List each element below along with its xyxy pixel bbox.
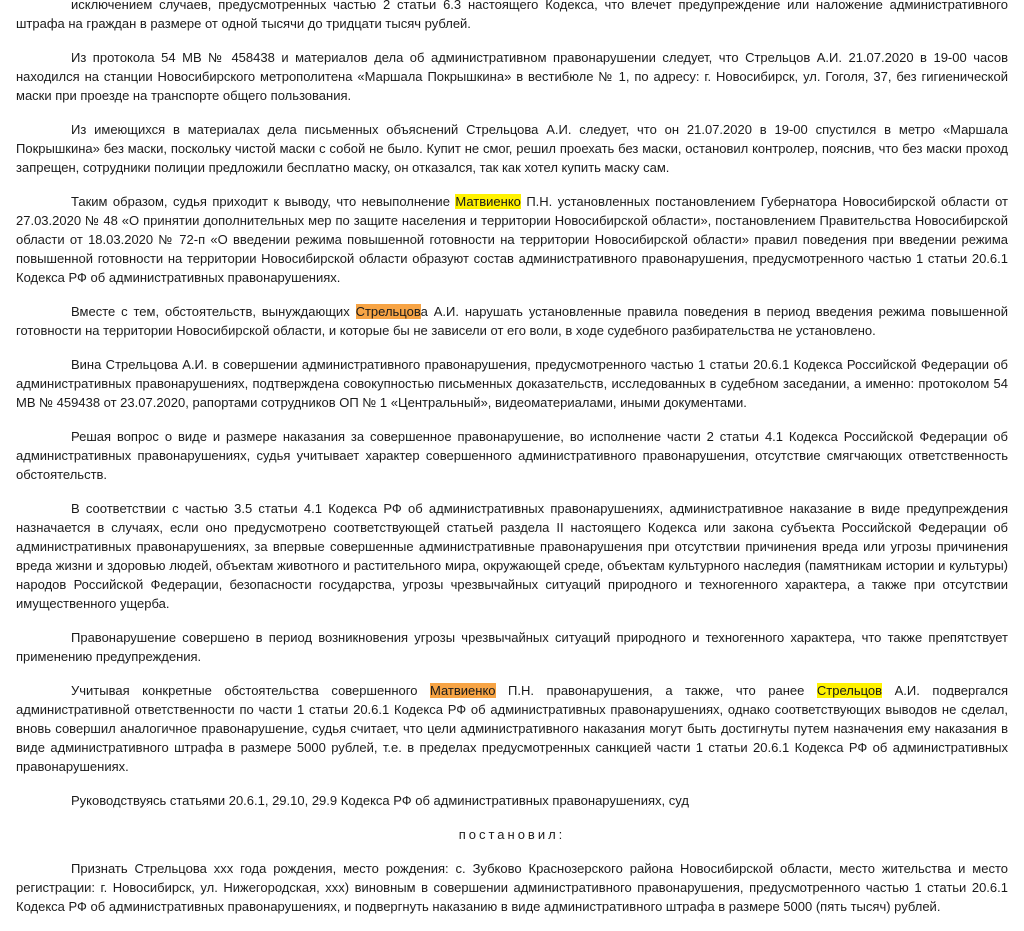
text-run: Из имеющихся в материалах дела письменных объяснений Стрельцова А.И. следует, что он 21.07.2020 в 19-00 спустился в метро «Маршала Покрышкина» без маски, поскольку чистой маски с собой не было. Купит не смог, решил проехать без маски, остановил контролер, пояснив, что без маски проход запрещен, сотрудники полиции предложили бесплатно маску, он отказался, так как хотел купить маску сам. [16,122,1008,175]
paragraph [16,499,1008,613]
highlighted-name-yellow: Матвиенко [455,194,521,209]
paragraph [16,355,1008,412]
highlighted-name-yellow: Стрельцов [816,683,883,698]
text-run: Вина Стрельцова А.И. в совершении административного правонарушения, предусмотренного частью 1 статьи 20.6.1 Кодекса Российской Федерации об административных правонарушениях, подтверждена совокупностью письменных доказательств, исследованных в судебном заседании, а именно: протоколом 54 МВ № 459438 от 23.07.2020, рапортами сотрудников ОП № 1 «Центральный», видеоматериалами, иными документами. [16,357,1008,410]
paragraph [16,120,1008,177]
paragraph [16,192,1008,287]
paragraph [16,628,1008,666]
text-run: Таким образом, судья приходит к выводу, что невыполнение [71,194,456,209]
text-run: Признать Стрельцова ххх года рождения, место рождения: с. Зубково Краснозерского района Новосибирской области, место жительства и место регистрации: г. Новосибирск, ул. Нижегородская, ххх) виновным в совершении административного правонарушения, предусмотренного частью 1 статьи 20.6.1 Кодекса РФ об административных правонарушениях, и подвергнуть наказанию в виде административного штрафа в размере 5000 (пять тысяч) рублей. [16,861,1008,914]
paragraph [16,302,1008,340]
text-run: П.Н. правонарушения, а также, что ранее [495,683,817,698]
highlighted-name-orange: Стрельцов [355,304,421,319]
text-run: А.И. подвергался административной ответственности по части 1 статьи 20.6.1 Кодекса РФ об административных правонарушениях, однако соответствующих выводов не сделал, вновь совершил аналогичное правонарушение, судья считает, что цели административного наказания могут быть достигнуты путем назначения ему наказания в виде административного штрафа в размере 5000 рублей, т.е. в пределах предусмотренных санкцией части 1 статьи 20.6.1 Кодекса РФ об административных правонарушениях. [16,683,1008,774]
paragraph [16,48,1008,105]
text-run: Из протокола 54 МВ № 458438 и материалов дела об административном правонарушении следует, что Стрельцов А.И. 21.07.2020 в 19-00 часов находился на станции Новосибирского метрополитена «Маршала Покрышкина» в вестибюле № 1, по адресу: г. Новосибирск, ул. Гоголя, 37, без гигиенической маски при проезде на транспорте общего пользования. [16,50,1008,103]
text-run: В соответствии с частью 3.5 статьи 4.1 Кодекса РФ об административных правонарушениях, административное наказание в виде предупреждения назначается в случаях, если оно предусмотрено соответствующей статьей раздела II настоящего Кодекса или закона субъекта Российской Федерации об административных правонарушениях, за впервые совершенные административные правонарушения при отсутствии причинения вреда или угрозы причинения вреда жизни и здоровью людей, объектам животного и растительного мира, окружающей среде, объектам культурного наследия (памятникам истории и культуры) народов Российской Федерации, безопасности государства, угрозы чрезвычайных ситуаций природного и техногенного характера, а также при отсутствии имущественного ущерба. [16,501,1008,611]
paragraph [16,791,1008,810]
paragraph [16,681,1008,776]
resolution-heading [16,825,1008,844]
paragraph [16,859,1008,916]
paragraph [16,427,1008,484]
text-run: а А.И. нарушать установленные правила поведения в период введения режима повышенной готовности на территории Новосибирской области, и которые бы не зависели от его воли, в ходе судебного разбирательства не установлено. [16,304,1008,338]
highlighted-name-orange: Матвиенко [430,683,496,698]
text-run: Вместе с тем, обстоятельств, вынуждающих [71,304,356,319]
document-body [16,0,1008,931]
text-run: Решая вопрос о виде и размере наказания за совершенное правонарушение, во исполнение части 2 статьи 4.1 Кодекса Российской Федерации об административных правонарушениях, судья учитывает характер совершенного административного правонарушения, отсутствие смягчающих ответственность обстоятельств. [16,429,1008,482]
paragraph [16,0,1008,33]
text-run: исключением случаев, предусмотренных частью 2 статьи 6.3 настоящего Кодекса, что влечет предупреждение или наложение административного штрафа на граждан в размере от одной тысячи до тридцати тысяч рублей. [16,0,1008,31]
text-run: Учитывая конкретные обстоятельства совершенного [71,683,430,698]
text-run: постановил: [458,827,566,842]
text-run: П.Н. установленных постановлением Губернатора Новосибирской области от 27.03.2020 № 48 «О принятии дополнительных мер по защите населения и территории Новосибирской области», постановлением Правительства Новосибирской области от 18.03.2020 № 72-п «О введении режима повышенной готовности на территории Новосибирской области» правил поведения при введении режима повышенной готовности на территории Новосибирской области образуют состав административного правонарушения, предусмотренного частью 1 статьи 20.6.1 Кодекса РФ об административных правонарушениях. [16,194,1008,285]
text-run: Руководствуясь статьями 20.6.1, 29.10, 29.9 Кодекса РФ об административных правонарушениях, суд [71,793,689,808]
text-run: Правонарушение совершено в период возникновения угрозы чрезвычайных ситуаций природного и техногенного характера, что также препятствует применению предупреждения. [16,630,1008,664]
